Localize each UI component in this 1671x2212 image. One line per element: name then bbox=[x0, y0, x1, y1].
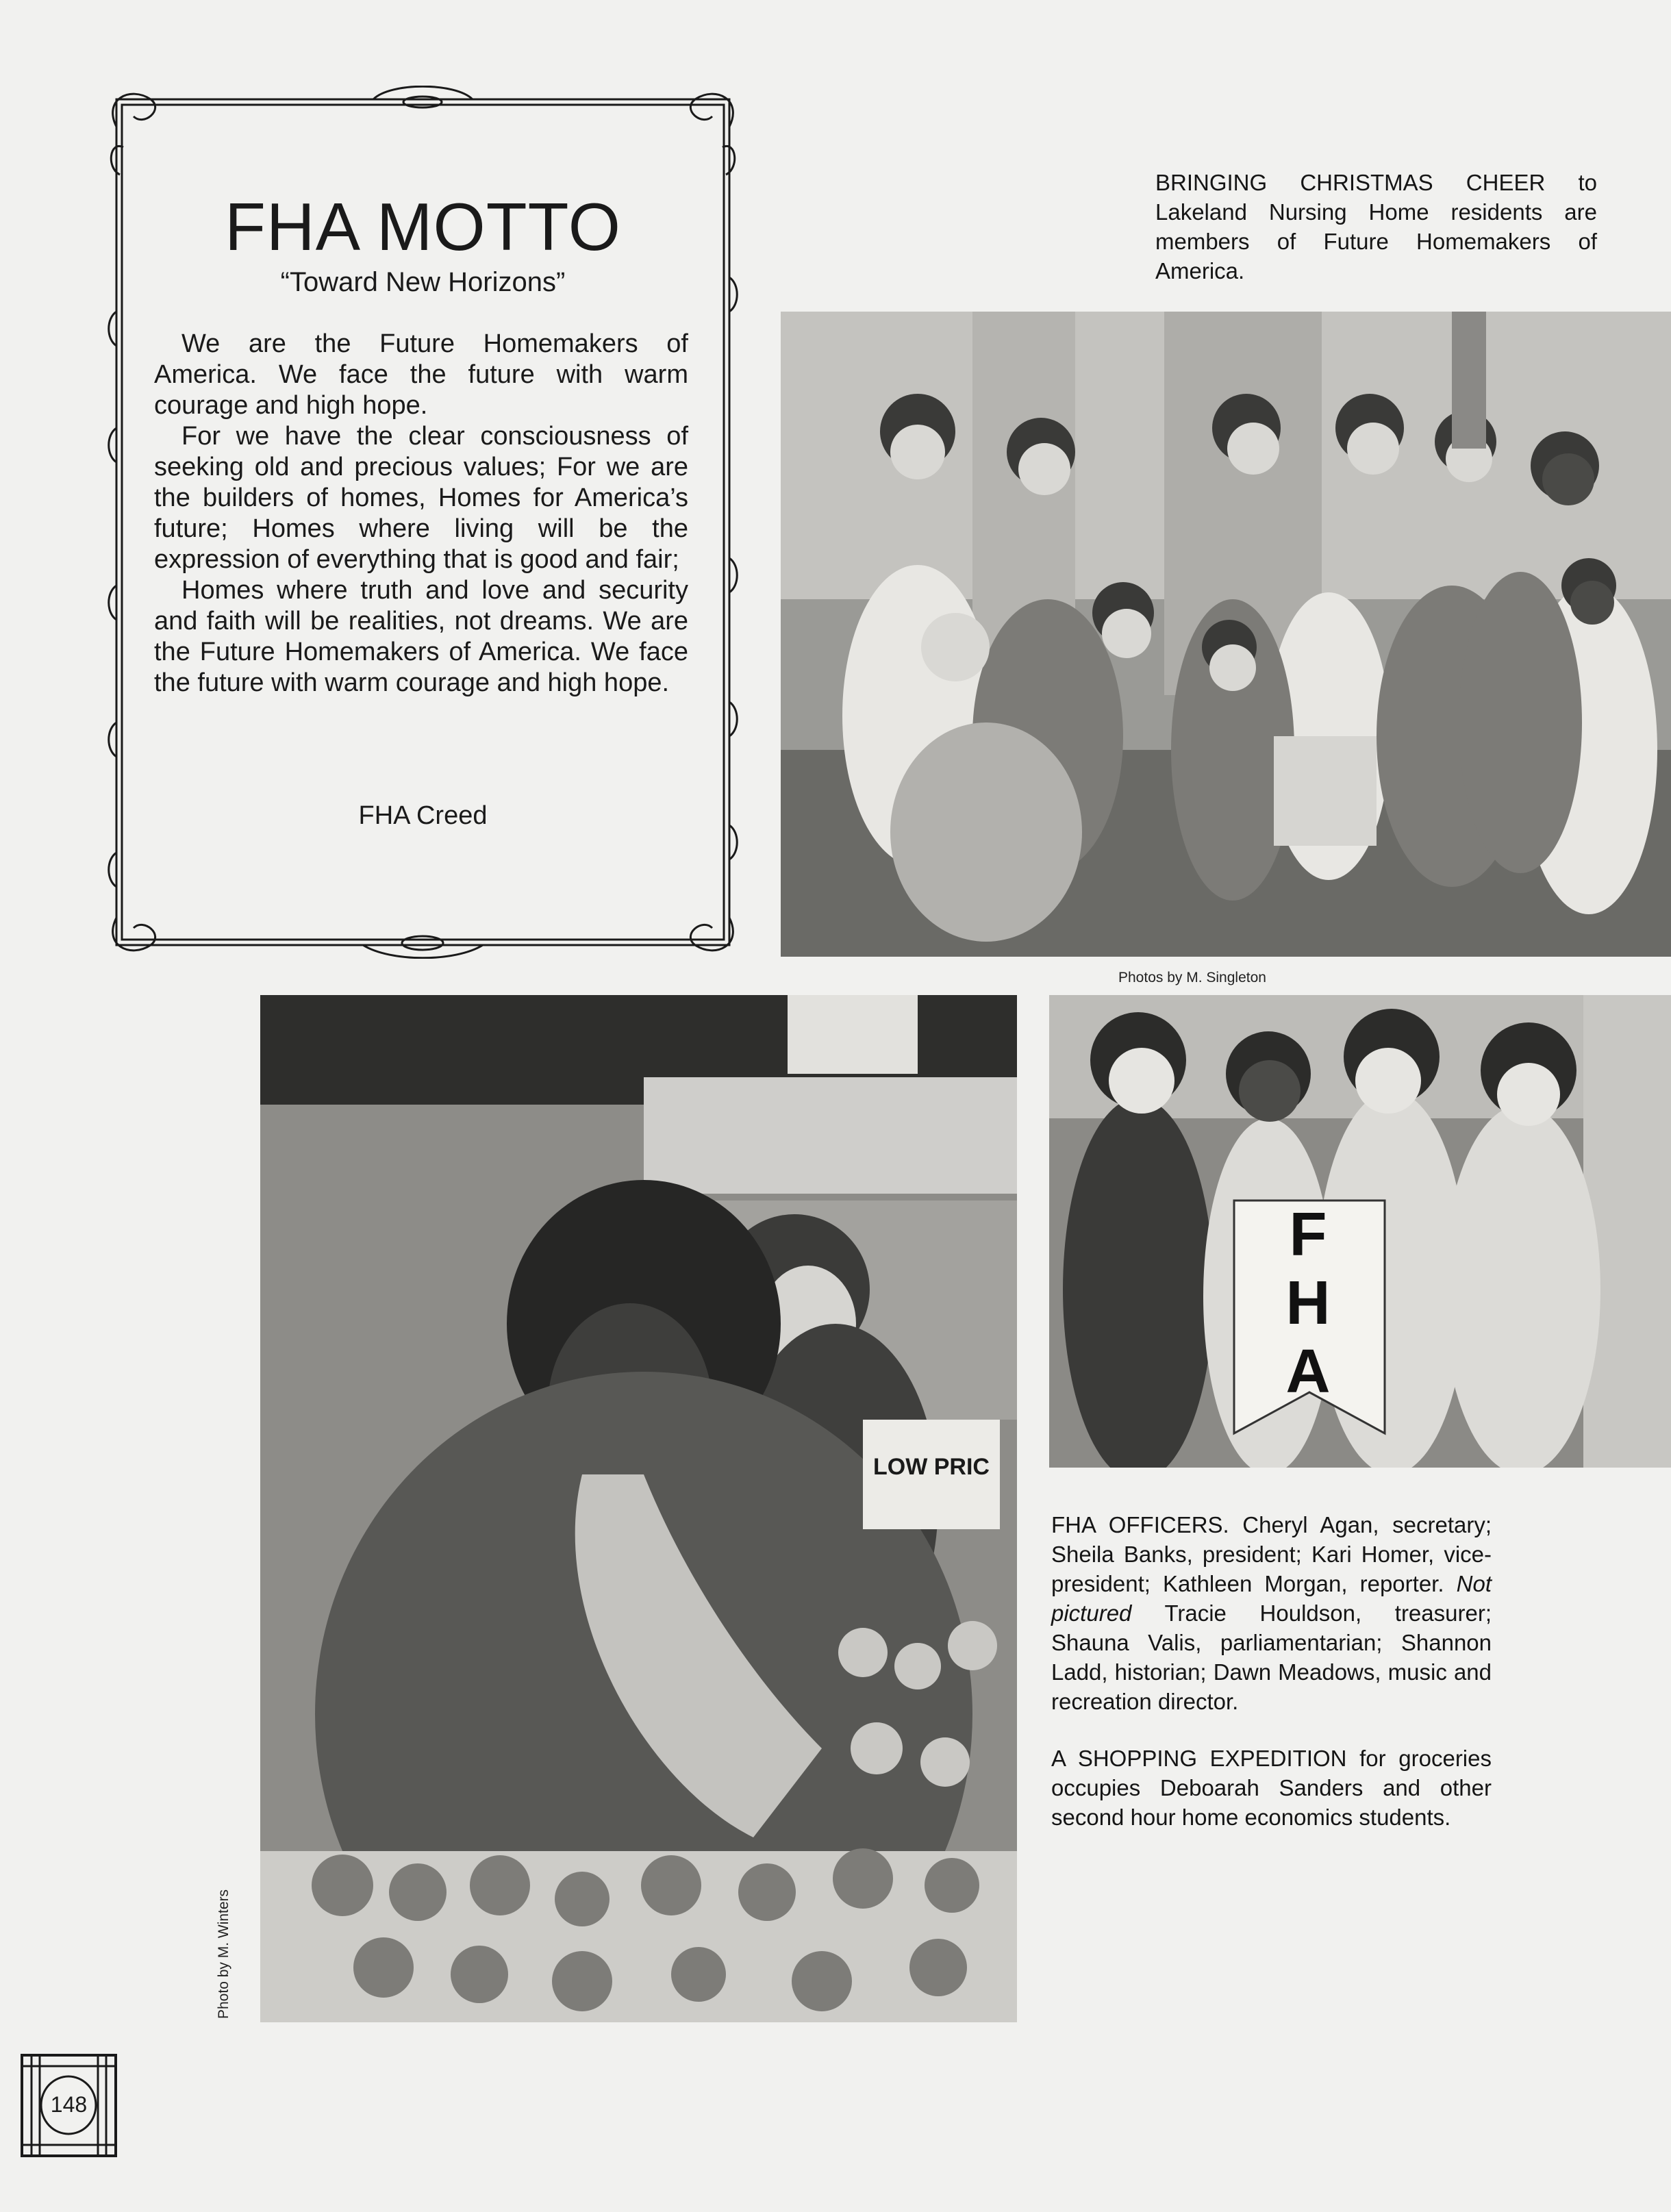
photo-credit-singleton: Photos by M. Singleton bbox=[1118, 970, 1266, 985]
fha-banner-letter: F bbox=[1289, 1201, 1330, 1269]
nursing-home-photo-image bbox=[781, 312, 1671, 957]
christmas-caption bbox=[1155, 168, 1597, 286]
fha-banner-letter: H bbox=[1285, 1269, 1333, 1337]
officers-caption-part2: Tracie Houldson, treasurer; Shauna Valis, parliamentarian; Shannon Ladd, historian; Dawn Meadows, music and recreation director. bbox=[1051, 1600, 1492, 1714]
creed-paragraph: For we have the clear consciousness of seeking old and precious values; For we are the builders of homes, Homes for America’s future; Homes where living will be the expression of everything that is good and fair; bbox=[154, 422, 688, 574]
fha-banner-letter: A bbox=[1285, 1337, 1333, 1406]
page-number: 148 bbox=[50, 2092, 88, 2117]
creed-text bbox=[154, 329, 688, 699]
creed-paragraph: Homes where truth and love and security and faith will be realities, not dreams. We are the Future Homemakers of America. We face the future with warm courage and high hope. bbox=[154, 576, 688, 697]
page-number-box bbox=[19, 2052, 118, 2159]
not-pictured-label: Not pictured bbox=[1051, 1571, 1492, 1626]
shopping-photo-image bbox=[260, 995, 1017, 2022]
creed-source: FHA Creed bbox=[358, 801, 488, 830]
show-through-text bbox=[931, 7, 940, 45]
officers-caption-part1: FHA OFFICERS. Cheryl Agan, secretary; Sheila Banks, president; Kari Homer, vice-president; Kathleen Morgan, reporter. bbox=[1051, 1512, 1492, 1596]
officers-shopping-captions bbox=[1051, 1510, 1492, 1832]
motto-title: FHA MOTTO bbox=[225, 189, 621, 264]
shopping-caption: A SHOPPING EXPEDITION for groceries occupies Deboarah Sanders and other second hour home economics students. bbox=[1051, 1746, 1492, 1830]
nursing-home-photo bbox=[781, 312, 1671, 957]
creed-paragraph: We are the Future Homemakers of America. We face the future with warm courage and high hope. bbox=[154, 329, 688, 420]
officers-photo-image bbox=[1049, 995, 1671, 1468]
fha-banner-text bbox=[1286, 1201, 1333, 1406]
motto-frame bbox=[103, 86, 743, 959]
photo-credit-winters: Photo by M. Winters bbox=[216, 1889, 231, 2019]
store-sign-text: LOW PRIC bbox=[873, 1454, 990, 1480]
motto-subtitle: “Toward New Horizons” bbox=[280, 267, 566, 297]
officers-caption bbox=[1051, 1510, 1492, 1716]
christmas-caption-text: BRINGING CHRISTMAS CHEER to Lakeland Nursing Home residents are members of Future Homemakers of America. bbox=[1155, 170, 1597, 284]
officers-photo bbox=[1049, 995, 1671, 1468]
shopping-photo bbox=[260, 995, 1017, 2022]
